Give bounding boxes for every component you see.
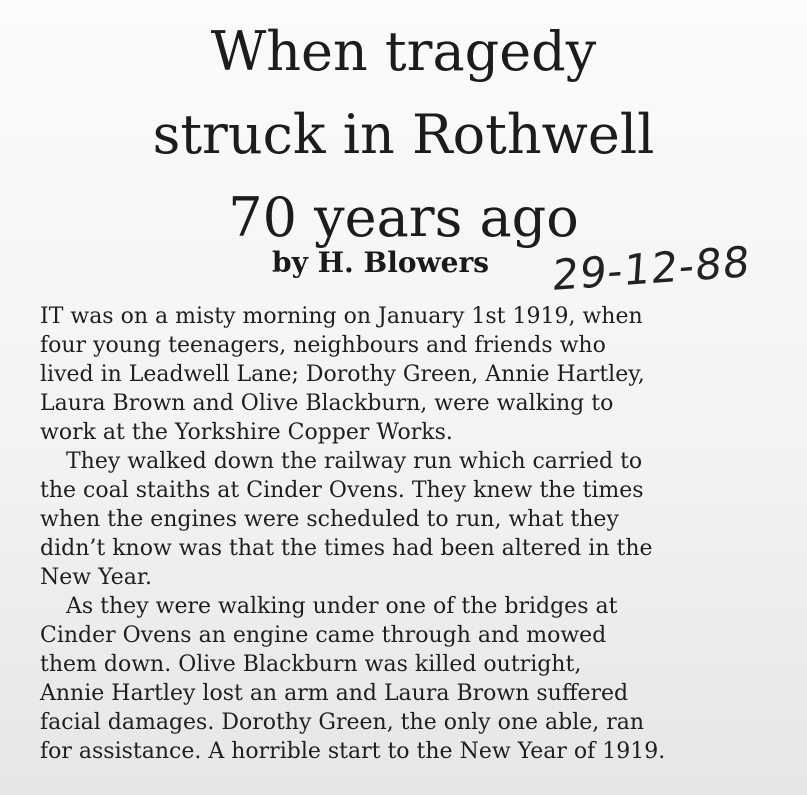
headline-line-3: 70 years ago [228,186,579,249]
paragraph-1 [40,302,790,447]
article-line: the coal staiths at Cinder Ovens. They knew the times [40,478,644,503]
article-line: for assistance. A horrible start to the New Year of 1919. [40,739,666,764]
paragraph-3 [40,592,790,766]
article-line: They walked down the railway run which carried to [66,449,643,474]
byline: by H. Blowers [272,246,489,279]
article-line: facial damages. Dorothy Green, the only one able, ran [40,710,645,735]
article-body [40,302,790,766]
article-line: IT was on a misty morning on January 1st 1919, when [40,304,643,329]
headline-line-2: struck in Rothwell [152,103,655,166]
article-line: work at the Yorkshire Copper Works. [40,420,453,445]
article-line: didn’t know was that the times had been altered in the [40,536,653,561]
paragraph-2 [40,447,790,592]
article-line: them down. Olive Blackburn was killed outright, [40,652,582,677]
headline [0,10,807,259]
article-line: Annie Hartley lost an arm and Laura Brown suffered [40,681,629,706]
article-line: Cinder Ovens an engine came through and mowed [40,623,607,648]
headline-line-1: When tragedy [210,20,597,83]
article-line: when the engines were scheduled to run, what they [40,507,619,532]
article-line: four young teenagers, neighbours and friends who [40,333,606,358]
article-line: Laura Brown and Olive Blackburn, were walking to [40,391,614,416]
article-line: lived in Leadwell Lane; Dorothy Green, Annie Hartley, [40,362,645,387]
article-line: As they were walking under one of the bridges at [66,594,618,619]
handwritten-date: 29-12-88 [550,236,753,301]
article-line: New Year. [40,565,152,590]
